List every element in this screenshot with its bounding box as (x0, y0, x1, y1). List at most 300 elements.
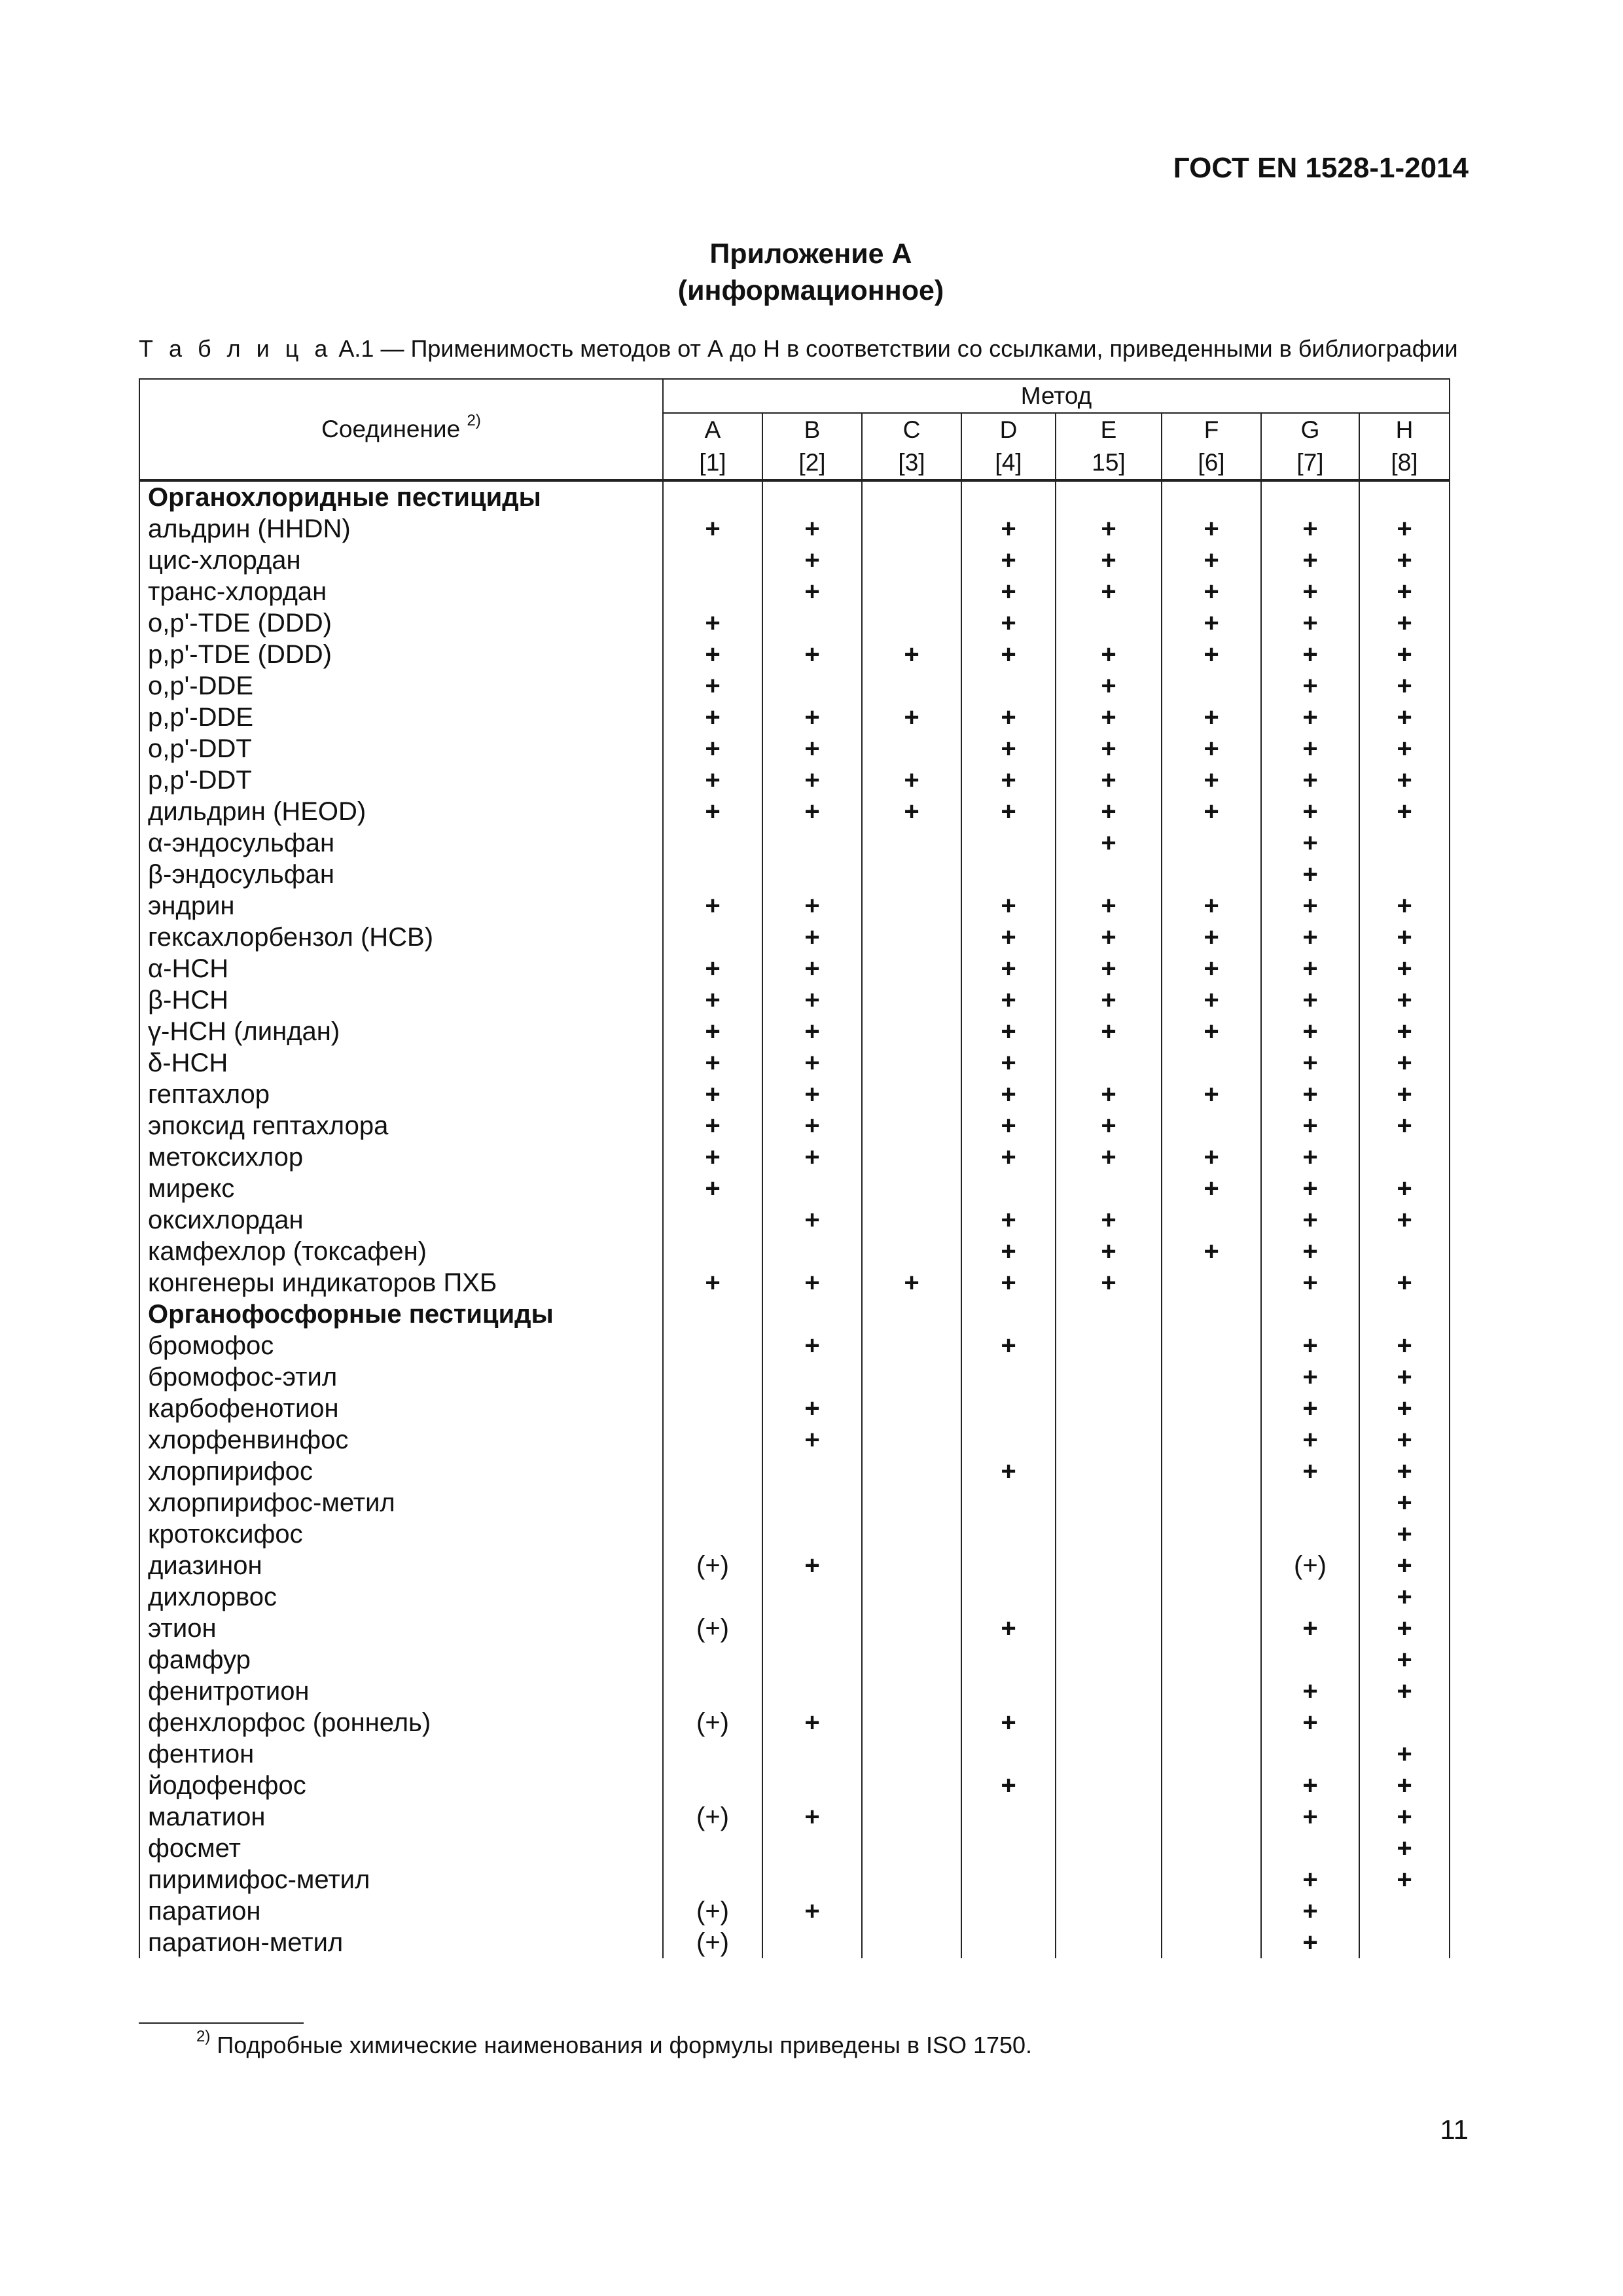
applicability-cell (862, 984, 961, 1016)
applicability-cell (762, 1518, 862, 1550)
applicability-cell (663, 1330, 762, 1361)
applicability-cell: + (1162, 764, 1261, 796)
applicability-cell: + (1162, 639, 1261, 670)
applicability-cell: + (663, 1267, 762, 1299)
applicability-cell (663, 1833, 762, 1864)
compound-name: фамфур (139, 1644, 663, 1676)
applicability-cell: + (961, 1016, 1056, 1047)
applicability-cell: + (1162, 1236, 1261, 1267)
compound-name: o,p'-DDE (139, 670, 663, 702)
applicability-cell (1056, 1644, 1162, 1676)
applicability-cell (1261, 1833, 1359, 1864)
applicability-cell (961, 1299, 1056, 1330)
applicability-cell (1162, 1299, 1261, 1330)
compound-name: цис-хлордан (139, 545, 663, 576)
compound-name: хлорфенвинфос (139, 1424, 663, 1456)
applicability-cell (1359, 1236, 1450, 1267)
table-row (139, 1770, 1450, 1801)
compound-name: фентион (139, 1738, 663, 1770)
applicability-cell (1056, 1361, 1162, 1393)
applicability-cell (961, 1864, 1056, 1895)
applicability-cell: + (663, 796, 762, 827)
applicability-cell: + (862, 702, 961, 733)
applicability-cell (762, 827, 862, 859)
compound-name: β-HCH (139, 984, 663, 1016)
applicability-cell (762, 1613, 862, 1644)
table-row (139, 1864, 1450, 1895)
applicability-cell: + (762, 922, 862, 953)
table-header (139, 379, 1450, 480)
applicability-cell: + (1359, 953, 1450, 984)
applicability-cell: + (862, 639, 961, 670)
footnote-text: Подробные химические наименования и формулы приведены в ISO 1750. (210, 2032, 1033, 2058)
applicability-cell: + (961, 702, 1056, 733)
applicability-cell (1056, 607, 1162, 639)
table-row (139, 827, 1450, 859)
applicability-cell (961, 1895, 1056, 1927)
applicability-cell (1162, 1518, 1261, 1550)
applicability-cell: + (961, 1707, 1056, 1738)
applicability-cell: + (1359, 796, 1450, 827)
table-group-row (139, 1299, 1450, 1330)
table-row (139, 1173, 1450, 1204)
applicability-cell (862, 1047, 961, 1079)
table-row (139, 1801, 1450, 1833)
applicability-cell (1056, 1299, 1162, 1330)
applicability-cell (663, 545, 762, 576)
applicability-cell (663, 1236, 762, 1267)
table-row (139, 1141, 1450, 1173)
table-row (139, 1895, 1450, 1927)
applicability-cell: + (961, 1079, 1056, 1110)
applicability-cell (1359, 859, 1450, 890)
applicability-cell: + (1359, 1330, 1450, 1361)
compound-name: йодофенфос (139, 1770, 663, 1801)
applicability-cell (862, 1079, 961, 1110)
applicability-cell (961, 1361, 1056, 1393)
compound-name: δ-HCH (139, 1047, 663, 1079)
applicability-cell (1162, 1770, 1261, 1801)
applicability-cell: + (762, 796, 862, 827)
table-row (139, 670, 1450, 702)
applicability-cell (1056, 1581, 1162, 1613)
applicability-cell (862, 1613, 961, 1644)
applicability-cell: + (1056, 1236, 1162, 1267)
applicability-cell (1261, 480, 1359, 513)
applicability-cell (663, 1770, 762, 1801)
applicability-cell (862, 513, 961, 545)
document-standard-number: ГОСТ EN 1528-1-2014 (1173, 152, 1469, 184)
applicability-cell: + (663, 764, 762, 796)
applicability-cell (1261, 1644, 1359, 1676)
compound-name: оксихлордан (139, 1204, 663, 1236)
applicability-cell (1162, 1110, 1261, 1141)
footnote-divider (139, 2022, 304, 2024)
applicability-cell: + (961, 922, 1056, 953)
applicability-cell (862, 1141, 961, 1173)
applicability-cell: + (1359, 764, 1450, 796)
applicability-cell: + (1359, 702, 1450, 733)
applicability-cell: + (1162, 545, 1261, 576)
applicability-cell (762, 480, 862, 513)
applicability-cell (1162, 1267, 1261, 1299)
applicability-cell: + (1056, 890, 1162, 922)
applicability-cell: + (663, 890, 762, 922)
annex-heading (0, 236, 1623, 309)
applicability-cell (1359, 480, 1450, 513)
applicability-cell: + (1162, 513, 1261, 545)
applicability-cell: + (961, 764, 1056, 796)
table-row (139, 1456, 1450, 1487)
applicability-cell: + (1056, 545, 1162, 576)
applicability-cell (1162, 1204, 1261, 1236)
applicability-cell (762, 1644, 862, 1676)
applicability-cell (961, 1927, 1056, 1958)
applicability-cell (762, 1361, 862, 1393)
applicability-cell: + (961, 1770, 1056, 1801)
applicability-cell: + (961, 984, 1056, 1016)
applicability-cell: + (1162, 953, 1261, 984)
applicability-cell: + (663, 733, 762, 764)
table-body (139, 480, 1450, 1958)
method-header: Метод (663, 379, 1450, 413)
applicability-cell: + (1162, 890, 1261, 922)
applicability-cell: + (961, 1267, 1056, 1299)
table-row (139, 1393, 1450, 1424)
applicability-cell (1162, 1581, 1261, 1613)
applicability-cell (762, 1833, 862, 1864)
applicability-cell: + (1359, 1550, 1450, 1581)
applicability-cell: + (1056, 796, 1162, 827)
table-row (139, 1424, 1450, 1456)
table-row (139, 1644, 1450, 1676)
compound-name: o,p'-TDE (DDD) (139, 607, 663, 639)
method-letter: A (663, 413, 762, 446)
method-letter: C (862, 413, 961, 446)
method-letter: B (762, 413, 862, 446)
applicability-cell: + (1261, 953, 1359, 984)
annex-title: Приложение A (709, 238, 912, 270)
applicability-cell (1056, 1738, 1162, 1770)
applicability-cell (762, 1864, 862, 1895)
applicability-cell: + (961, 1456, 1056, 1487)
applicability-cell (862, 922, 961, 953)
compound-name: фосмет (139, 1833, 663, 1864)
applicability-cell: + (961, 1110, 1056, 1141)
compound-name: паратион-метил (139, 1927, 663, 1958)
applicability-cell (862, 1833, 961, 1864)
table-row (139, 1487, 1450, 1518)
applicability-cell (1056, 1676, 1162, 1707)
table-row (139, 545, 1450, 576)
applicability-cell: + (1359, 890, 1450, 922)
compound-name: малатион (139, 1801, 663, 1833)
applicability-cell: + (1261, 1456, 1359, 1487)
applicability-cell: + (762, 1110, 862, 1141)
applicability-cell: + (762, 639, 862, 670)
table-row (139, 1833, 1450, 1864)
applicability-cell (862, 1518, 961, 1550)
applicability-cell: + (1261, 733, 1359, 764)
applicability-cell (862, 1644, 961, 1676)
table-row (139, 1110, 1450, 1141)
applicability-cell (1162, 1393, 1261, 1424)
applicability-cell: + (1056, 670, 1162, 702)
applicability-cell (862, 1299, 961, 1330)
applicability-cell: + (1359, 1267, 1450, 1299)
applicability-cell (663, 922, 762, 953)
compound-name: дихлорвос (139, 1581, 663, 1613)
table-row (139, 1204, 1450, 1236)
applicability-cell: + (1261, 1676, 1359, 1707)
applicability-cell (1162, 1456, 1261, 1487)
applicability-cell (961, 827, 1056, 859)
applicability-cell: + (762, 702, 862, 733)
table-row (139, 513, 1450, 545)
applicability-cell (961, 1801, 1056, 1833)
applicability-cell: + (1261, 1047, 1359, 1079)
applicability-cell: (+) (663, 1550, 762, 1581)
compound-name: паратион (139, 1895, 663, 1927)
applicability-cell: + (1359, 1204, 1450, 1236)
applicability-cell (1359, 1299, 1450, 1330)
applicability-cell (1162, 1833, 1261, 1864)
applicability-cell: + (1359, 670, 1450, 702)
applicability-cell: + (1162, 796, 1261, 827)
applicability-cell: + (1261, 1267, 1359, 1299)
applicability-cell (1056, 1927, 1162, 1958)
applicability-cell: + (1162, 984, 1261, 1016)
applicability-cell (762, 1927, 862, 1958)
applicability-cell: + (1056, 984, 1162, 1016)
applicability-cell (1162, 1676, 1261, 1707)
table-row (139, 1518, 1450, 1550)
applicability-cell (762, 1581, 862, 1613)
applicability-cell: + (1359, 513, 1450, 545)
applicability-cell: + (1056, 1141, 1162, 1173)
applicability-cell (862, 890, 961, 922)
compound-name: p,p'-TDE (DDD) (139, 639, 663, 670)
applicability-cell (1359, 1927, 1450, 1958)
compound-name: альдрин (HHDN) (139, 513, 663, 545)
applicability-cell (1261, 1518, 1359, 1550)
applicability-cell: + (961, 953, 1056, 984)
method-reference: [4] (961, 446, 1056, 480)
applicability-cell: + (1162, 922, 1261, 953)
applicability-cell: + (961, 733, 1056, 764)
table-row (139, 1676, 1450, 1707)
applicability-cell (762, 1676, 862, 1707)
applicability-cell: + (663, 984, 762, 1016)
applicability-cell: + (1359, 1456, 1450, 1487)
applicability-cell (862, 1864, 961, 1895)
applicability-cell: + (1056, 733, 1162, 764)
applicability-cell (1056, 1456, 1162, 1487)
applicability-cell: + (663, 953, 762, 984)
applicability-cell (663, 576, 762, 607)
applicability-cell: + (663, 1173, 762, 1204)
applicability-cell: + (1056, 827, 1162, 859)
applicability-cell (862, 1016, 961, 1047)
applicability-cell (762, 1236, 862, 1267)
applicability-cell: + (1261, 576, 1359, 607)
table-row (139, 1079, 1450, 1110)
applicability-cell: + (663, 639, 762, 670)
applicability-cell: + (1261, 702, 1359, 733)
applicability-cell (862, 1927, 961, 1958)
applicability-cell (961, 1487, 1056, 1518)
compound-name: p,p'-DDE (139, 702, 663, 733)
applicability-cell (1162, 1895, 1261, 1927)
applicability-cell: + (762, 1424, 862, 1456)
applicability-cell (1162, 1801, 1261, 1833)
applicability-cell (1162, 1424, 1261, 1456)
applicability-cell (1359, 1707, 1450, 1738)
applicability-cell: + (1261, 1770, 1359, 1801)
method-reference: [8] (1359, 446, 1450, 480)
applicability-cell: + (1261, 1079, 1359, 1110)
applicability-cell: + (1261, 890, 1359, 922)
method-letter: G (1261, 413, 1359, 446)
applicability-cell: + (762, 1330, 862, 1361)
applicability-cell: + (762, 984, 862, 1016)
applicability-cell (862, 1801, 961, 1833)
applicability-cell: + (1261, 1110, 1359, 1141)
applicability-cell: + (1261, 1707, 1359, 1738)
applicability-cell: + (1359, 1424, 1450, 1456)
applicability-cell: + (1359, 1079, 1450, 1110)
applicability-cell: (+) (1261, 1550, 1359, 1581)
applicability-cell (1162, 827, 1261, 859)
applicability-cell (1056, 1173, 1162, 1204)
applicability-cell: + (1162, 1079, 1261, 1110)
applicability-cell: + (762, 733, 862, 764)
table-row (139, 984, 1450, 1016)
applicability-cell: + (1359, 1864, 1450, 1895)
methods-applicability-table (139, 378, 1450, 1958)
compound-name: бромофос (139, 1330, 663, 1361)
applicability-cell: + (762, 1079, 862, 1110)
table-row (139, 764, 1450, 796)
table-row (139, 1016, 1450, 1047)
applicability-cell: + (961, 639, 1056, 670)
applicability-cell: + (1056, 1016, 1162, 1047)
table-row (139, 607, 1450, 639)
applicability-cell (1162, 1361, 1261, 1393)
compound-name: α-HCH (139, 953, 663, 984)
applicability-cell (862, 480, 961, 513)
method-reference: [6] (1162, 446, 1261, 480)
applicability-cell (1056, 1047, 1162, 1079)
applicability-cell (663, 827, 762, 859)
applicability-cell: + (961, 796, 1056, 827)
applicability-cell: + (1261, 1236, 1359, 1267)
applicability-cell (961, 670, 1056, 702)
applicability-cell: + (762, 576, 862, 607)
applicability-cell: + (961, 545, 1056, 576)
compound-name: карбофенотион (139, 1393, 663, 1424)
applicability-cell (961, 859, 1056, 890)
applicability-cell: + (1261, 827, 1359, 859)
compound-name: гексахлорбензол (HCB) (139, 922, 663, 953)
applicability-cell: + (961, 890, 1056, 922)
applicability-cell (1162, 670, 1261, 702)
applicability-cell: + (961, 576, 1056, 607)
applicability-cell: + (1261, 859, 1359, 890)
applicability-cell: + (1261, 545, 1359, 576)
compound-name: камфехлор (токсафен) (139, 1236, 663, 1267)
applicability-cell: + (1359, 1518, 1450, 1550)
applicability-cell: + (1359, 1581, 1450, 1613)
applicability-cell (762, 1487, 862, 1518)
applicability-cell (1261, 1299, 1359, 1330)
applicability-cell: + (1261, 1361, 1359, 1393)
applicability-cell: (+) (663, 1613, 762, 1644)
applicability-cell (862, 670, 961, 702)
applicability-cell: + (1359, 1833, 1450, 1864)
applicability-cell: + (1359, 1047, 1450, 1079)
applicability-cell: + (1056, 576, 1162, 607)
applicability-cell (1359, 1895, 1450, 1927)
applicability-cell (663, 1424, 762, 1456)
method-letter: H (1359, 413, 1450, 446)
compound-name: кротоксифос (139, 1518, 663, 1550)
applicability-cell: + (762, 1016, 862, 1047)
applicability-cell (1162, 1330, 1261, 1361)
table-row (139, 796, 1450, 827)
applicability-cell: + (1162, 576, 1261, 607)
applicability-cell: + (762, 764, 862, 796)
applicability-cell: + (1056, 1110, 1162, 1141)
applicability-cell: + (961, 1047, 1056, 1079)
applicability-cell: + (1056, 922, 1162, 953)
applicability-cell: + (862, 796, 961, 827)
applicability-cell: + (1261, 607, 1359, 639)
applicability-cell: + (862, 764, 961, 796)
applicability-cell: + (1056, 1204, 1162, 1236)
applicability-cell (961, 1173, 1056, 1204)
applicability-cell (1056, 1487, 1162, 1518)
applicability-cell (1162, 1487, 1261, 1518)
applicability-cell: + (1359, 576, 1450, 607)
applicability-cell (862, 607, 961, 639)
applicability-cell: + (762, 1267, 862, 1299)
applicability-cell: + (1359, 1487, 1450, 1518)
applicability-cell (1056, 1833, 1162, 1864)
table-row (139, 639, 1450, 670)
applicability-cell (663, 1299, 762, 1330)
applicability-cell: + (1359, 1644, 1450, 1676)
applicability-cell: + (1261, 1801, 1359, 1833)
group-heading: Органохлоридные пестициды (139, 480, 663, 513)
applicability-cell (1056, 1895, 1162, 1927)
applicability-cell: + (663, 1079, 762, 1110)
applicability-cell: + (1359, 984, 1450, 1016)
footnote-mark: 2) (196, 2028, 211, 2045)
applicability-cell: + (961, 1330, 1056, 1361)
applicability-cell (1162, 1738, 1261, 1770)
applicability-cell (862, 859, 961, 890)
applicability-cell (862, 827, 961, 859)
applicability-cell: + (961, 1141, 1056, 1173)
compound-name: метоксихлор (139, 1141, 663, 1173)
applicability-cell: + (663, 1016, 762, 1047)
method-reference: [3] (862, 446, 961, 480)
applicability-cell (862, 1487, 961, 1518)
table-group-row (139, 480, 1450, 513)
applicability-cell (663, 1393, 762, 1424)
applicability-cell (862, 1707, 961, 1738)
